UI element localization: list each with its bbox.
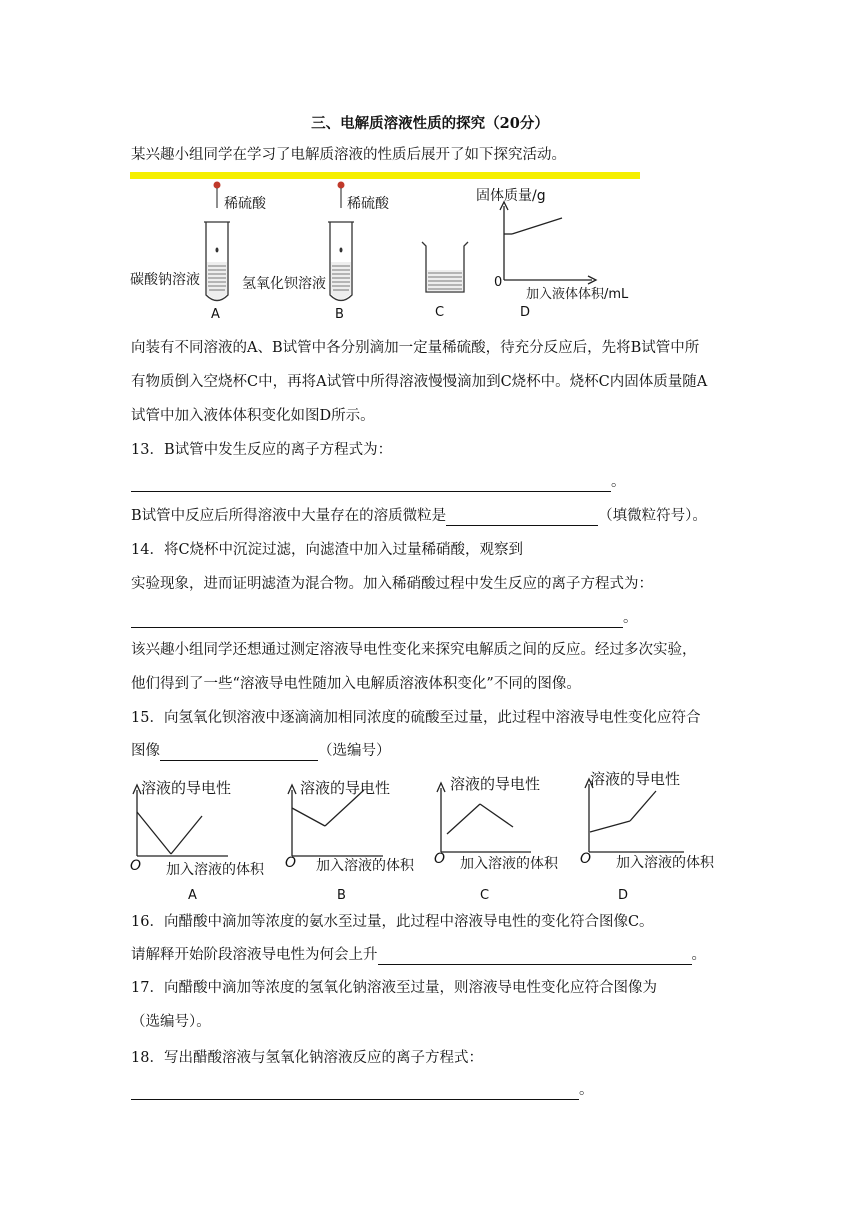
graph-d-xlabel: 加入液体体积/mL (526, 287, 629, 302)
q14-answer-blank[interactable] (131, 612, 623, 628)
q13-answer-blank[interactable] (131, 476, 611, 492)
q15-answer-blank[interactable] (160, 745, 318, 761)
q14-line2: 实验现象，进而证明滤渣为混合物。加入稀硝酸过程中发生反应的离子方程式为： (131, 576, 653, 592)
q17-line2: （选编号）。 (131, 1014, 211, 1030)
graph-a-label: A (188, 888, 197, 903)
q14-line1: 14．将C烧杯中沉淀过滤，向滤渣中加入过量稀硝酸，观察到 (131, 542, 524, 558)
tube-a-label: A (211, 307, 220, 322)
tube-b-solution: 氢氧化钡溶液 (242, 276, 326, 292)
graph-d2-origin: O (580, 851, 592, 867)
conductivity-graphs (128, 766, 728, 906)
graph-d2-label: D (618, 888, 629, 903)
graph-c (434, 775, 559, 903)
para1-line2: 有物质倒入空烧杯C中，再将A试管中所得溶液慢慢滴加到C烧杯中。烧杯C内固体质量随A (131, 374, 708, 390)
q18-line1: 18．写出醋酸溶液与氢氧化钠溶液反应的离子方程式： (131, 1050, 483, 1066)
graph-c-ylabel: 溶液的导电性 (450, 775, 541, 793)
experiment-figure (130, 170, 642, 322)
q13b-answer-blank[interactable] (446, 510, 598, 526)
para2-line1: 该兴趣小组同学还想通过测定溶液导电性变化来探究电解质之间的反应。经过多次实验， (131, 642, 697, 658)
para1-line3: 试管中加入液体体积变化如图D所示。 (131, 408, 375, 424)
graph-a-xlabel: 加入溶液的体积 (166, 862, 264, 878)
tube-b-label: B (335, 307, 344, 322)
graph-d-ylabel: 固体质量/g (476, 188, 546, 204)
section-title: 三、电解质溶液性质的探究（20分） (311, 115, 549, 132)
q18-answer-blank[interactable] (131, 1084, 579, 1100)
para2-line2: 他们得到了一些“溶液导电性随加入电解质溶液体积变化”不同的图像。 (131, 676, 581, 692)
graph-b-ylabel: 溶液的导电性 (300, 779, 391, 797)
graph-b-origin: O (285, 855, 297, 871)
graph-a (130, 779, 265, 903)
test-tube-a (130, 182, 267, 323)
q13-answer-line: 。 (131, 472, 626, 492)
highlight-bar (130, 172, 640, 179)
q16-line1: 16．向醋酸中滴加等浓度的氨水至过量，此过程中溶液导电性的变化符合图像C。 (131, 914, 654, 930)
q15-line1: 15．向氢氧化钡溶液中逐滴滴加相同浓度的硫酸至过量，此过程中溶液导电性变化应符合 (131, 710, 701, 726)
q15-line2: 图像 （选编号） (131, 743, 391, 759)
graph-d-conductivity (580, 770, 715, 903)
q13-text: 13．B试管中发生反应的离子方程式为： (131, 442, 393, 458)
graph-d2-xlabel: 加入溶液的体积 (616, 855, 714, 871)
graph-d (476, 187, 629, 320)
para1-line1: 向装有不同溶液的A、B试管中各分别滴加一定量稀硫酸，待充分反应后，先将B试管中所 (131, 340, 700, 356)
q16-line2: 请解释开始阶段溶液导电性为何会上升 。 (131, 947, 706, 963)
graph-d2-ylabel: 溶液的导电性 (590, 770, 681, 788)
intro-text: 某兴趣小组同学在学习了电解质溶液的性质后展开了如下探究活动。 (131, 147, 566, 163)
graph-c-xlabel: 加入溶液的体积 (460, 856, 558, 872)
q13b-line: B试管中反应后所得溶液中大量存在的溶质微粒是 （填微粒符号）。 (131, 508, 707, 524)
graph-d-label: D (520, 305, 531, 320)
graph-c-label: C (480, 888, 490, 903)
tube-b-reagent: 稀硫酸 (347, 196, 389, 212)
graph-c-origin: O (434, 851, 446, 867)
q17-line1: 17．向醋酸中滴加等浓度的氢氧化钠溶液至过量，则溶液导电性变化应符合图像为 (131, 980, 657, 996)
graph-a-ylabel: 溶液的导电性 (141, 779, 232, 797)
q14-answer-line: 。 (131, 608, 638, 628)
tube-a-reagent: 稀硫酸 (224, 196, 266, 212)
q18-answer-line: 。 (131, 1080, 594, 1100)
graph-b-xlabel: 加入溶液的体积 (316, 858, 414, 874)
graph-d-origin: 0 (494, 275, 503, 290)
graph-a-origin: O (130, 858, 142, 874)
graph-b-label: B (337, 888, 346, 903)
beaker-c (422, 242, 468, 320)
graph-b (285, 779, 415, 903)
q16-answer-blank[interactable] (378, 949, 692, 965)
beaker-label: C (435, 305, 445, 320)
tube-a-solution: 碳酸钠溶液 (130, 272, 200, 288)
